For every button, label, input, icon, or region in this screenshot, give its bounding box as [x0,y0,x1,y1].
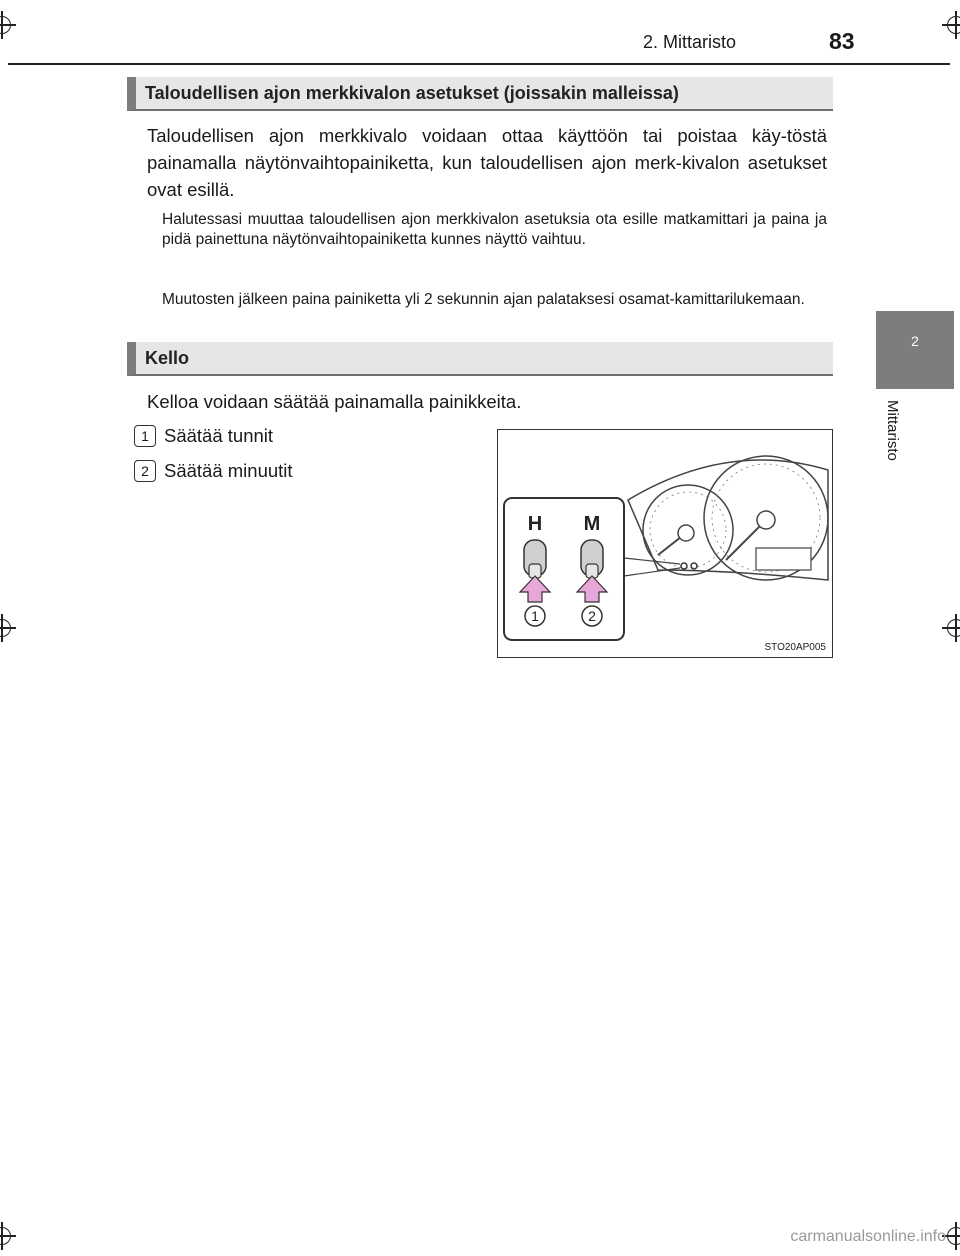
minute-button-label: M [583,513,601,535]
chapter-side-label-text: Mittaristo [884,400,901,461]
registration-mark-icon [0,614,16,642]
note-paragraph: Muutosten jälkeen paina painiketta yli 2 sekunnin ajan palataksesi osamat-kamittarilukemaan. [162,291,805,308]
registration-mark-icon [0,1222,16,1250]
zoom-box [504,498,624,640]
section-title: Taloudellisen ajon merkkivalon asetukset (joissakin malleissa) [145,83,679,103]
clock-buttons-illustration [497,429,833,658]
chapter-tab-number: 2 [911,333,919,349]
page-header [0,0,960,70]
chapter-side-label [883,400,901,490]
step-number-badge: 1 [134,425,156,447]
note-paragraph: Halutessasi muuttaa taloudellisen ajon merkkivalon asetuksia ota esille matkamittari ja paina ja pidä painettuna näytönvaihtopainiketta kunnes näyttö vaihtuu. [162,211,827,248]
callout-number: 1 [531,608,539,624]
display-window [756,548,811,570]
registration-mark-icon [942,614,960,642]
instrument-cluster-drawing [498,430,832,657]
body-paragraph: Taloudellisen ajon merkkivalo voidaan ottaa käyttöön tai poistaa käy-töstä painamalla näytönvaihtopainiketta, kun taloudellisen ajon merk-kivalon asetukset ovat esillä. [147,125,827,200]
step-number-badge: 2 [134,460,156,482]
list-item [134,460,293,482]
list-item-text: Säätää tunnit [164,425,274,446]
callout-number: 2 [588,608,596,624]
section-title: Kello [145,348,190,368]
section-heading-eco-indicator [127,77,833,111]
page-number: 83 [829,28,855,54]
section-heading-clock [127,342,833,376]
list-item [134,425,273,447]
watermark: carmanualsonline.info [790,1228,946,1245]
hour-button-label: H [527,513,543,535]
chapter-tab[interactable] [876,311,954,389]
list-item-text: Säätää minuutit [164,460,293,481]
header-rule [8,63,950,65]
chapter-title: 2. Mittaristo [643,32,737,52]
body-paragraph: Kelloa voidaan säätää painamalla painikkeita. [147,391,522,412]
figure-code: STO20AP005 [764,642,826,653]
